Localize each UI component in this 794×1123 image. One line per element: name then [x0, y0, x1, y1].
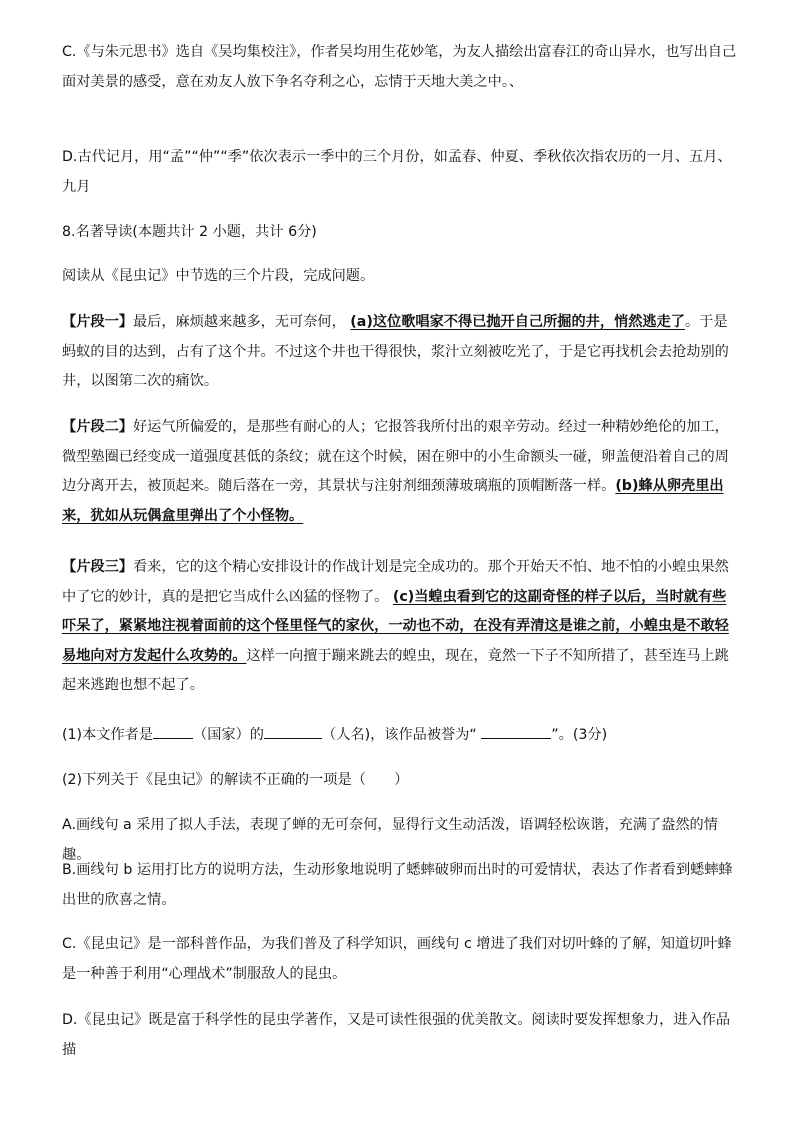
- question-2-option-a: A.画线句 a 采用了拟人手法，表现了蝉的无可奈何，显得行文生动活泼，语调轻松诙谐，充满了盎然的情趣。: [62, 817, 718, 863]
- question-8-title: 8.名著导读(本题共计 2 小题，共计 6分): [62, 224, 317, 240]
- segment-three-text: 看来，它的这个精心安排设计的作战计划是完全成功的。那个开始天不怕、地不怕的小蝗虫果然中了它的妙计，真的是把它当成什么凶猛的怪物了。: [62, 559, 729, 605]
- segment-three-paragraph: [62, 553, 738, 701]
- question-2-stem: (2)下列关于《昆虫记》的解读不正确的一项是（ ）: [62, 772, 409, 788]
- option-d-paragraph: D.古代记月，用“孟”“仲”“季”依次表示一季中的三个月份，如孟春、仲夏、季秋依次指农历的一月、五月、九月: [62, 149, 732, 195]
- underlined-sentence-b: (b)蜂从卵壳里出来，犹如从玩偶盒里弹出了个小怪物。: [62, 478, 724, 524]
- question-1-text-part1: (1)本文作者是: [62, 727, 154, 743]
- segment-two-label: 【片段二】: [62, 419, 133, 435]
- question-2-option-d: D.《昆虫记》既是富于科学性的昆虫学著作，又是可读性很强的优美散文。阅读时要发挥想象力，进入作品描: [62, 1012, 731, 1058]
- segment-one-text-end: 。于是蚂蚁的目的达到，占有了这个井。不过这个井也干得很快，浆汁立刻被吃光了，于是它再找机会去抢劫别的井，以图第二次的痛饮。: [62, 314, 729, 389]
- blank-country[interactable]: [153, 722, 193, 739]
- segment-two-paragraph: [62, 413, 738, 531]
- question-2-option-b: B.画线句 b 运用打比方的说明方法，生动形象地说明了蟋蟀破卵而出时的可爱情状，表达了作者看到蟋蟀蜂出世的欣喜之情。: [62, 862, 733, 908]
- blank-acclaim[interactable]: [481, 722, 551, 739]
- underlined-sentence-c: (c)当蝗虫看到它的这副奇怪的样子以后，当时就有些吓呆了，紧紧地注视着面前的这个怪里怪气的家伙，一动也不动，在没有弄清这是谁之前，小蝗虫是不敢轻易地向对方发起什么攻势的。: [62, 588, 729, 664]
- segment-two-text: 好运气所偏爱的，是那些有耐心的人；它报答我所付出的艰辛劳动。经过一种精妙绝伦的加工，微型塾圈已经变成一道强度甚低的条纹；就在这个时候，困在卵中的小生命额头一碰，卵盖便沿着自己的周边分离开去，被顶起来。随后落在一旁，其景状与注射剂细颈薄玻璃瓶的顶帽断落一样。: [62, 419, 729, 494]
- segment-three-label: 【片段三】: [62, 559, 133, 575]
- option-c-paragraph: C.《与朱元思书》选自《吴均集校注》，作者吴均用生花妙笔，为友人描绘出富春江的奇山异水，也写出自己面对美景的感受，意在劝友人放下争名夺利之心，忘情于天地大美之中。、: [62, 44, 737, 90]
- question-1-text-part4: ”。(3分): [551, 727, 608, 743]
- question-1-text-part2: （国家）的: [193, 727, 264, 743]
- question-1: [62, 721, 738, 751]
- segment-one-text: 最后，麻烦越来越多，无可奈何，: [132, 314, 346, 330]
- question-1-text-part3: （人名)，该作品被誉为“: [322, 727, 482, 743]
- question-2-option-c: C.《昆虫记》是一部科普作品，为我们普及了科学知识，画线句 c 增进了我们对切叶蜂的了解，知道切叶蜂是一种善于利用“心理战术”制服敌人的昆虫。: [62, 936, 732, 982]
- blank-author-name[interactable]: [264, 722, 322, 739]
- segment-three-text-end: 这样一向擅于蹦来跳去的蝗虫，现在，竟然一下子不知所措了，甚至连马上跳起来逃跑也想不起了。: [62, 647, 729, 693]
- segment-one-paragraph: [62, 308, 738, 397]
- segment-one-label: 【片段一】: [62, 314, 133, 330]
- underlined-sentence-a: (a)这位歌唱家不得已抛开自己所掘的井，悄然逃走了: [350, 314, 685, 330]
- question-8-intro: 阅读从《昆虫记》中节选的三个片段，完成问题。: [62, 268, 375, 284]
